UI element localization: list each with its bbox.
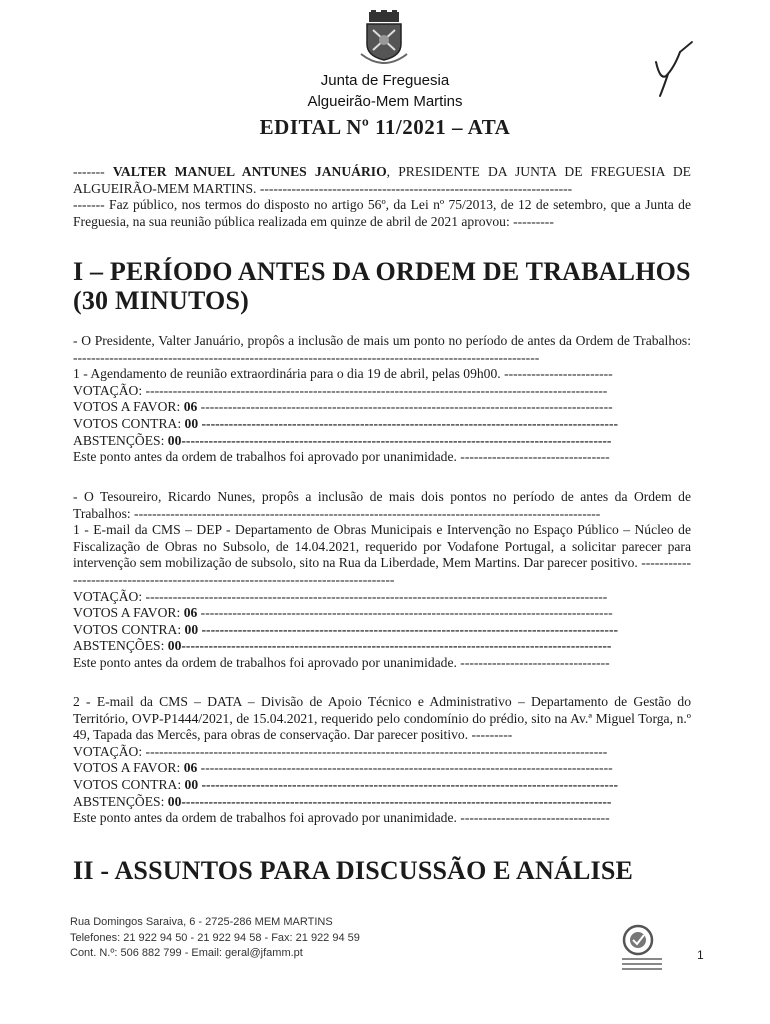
- section-1-heading: I – PERÍODO ANTES DA ORDEM DE TRABALHOS (30 MINUTOS): [73, 257, 691, 315]
- votos-favor-line: VOTOS A FAVOR: 06 -------------------------------------------------------------------------------------------: [73, 399, 613, 415]
- votacao-line: VOTAÇÃO: ------------------------------------------------------------------------------------------------------: [73, 588, 608, 604]
- proposal-block-2: [73, 489, 691, 672]
- proposal-block-1: [73, 333, 691, 466]
- footer-contact: [70, 915, 360, 962]
- votacao-line: VOTAÇÃO: ------------------------------------------------------------------------------------------------------: [73, 743, 608, 759]
- abstencoes-line: ABSTENÇÕES: 00-----------------------------------------------------------------------------------------------: [73, 638, 612, 654]
- org-name-line1: Junta de Freguesia: [320, 72, 450, 89]
- page-number: 1: [697, 948, 704, 962]
- footer-phones: Telefones: 21 922 94 50 - 21 922 94 58 - Fax: 21 922 94 59: [70, 931, 360, 944]
- org-name-line2: Algueirão-Mem Martins: [307, 93, 463, 110]
- proposal-intro: - O Presidente, Valter Januário, propôs a inclusão de mais um ponto no período de antes da Ordem de Trabalhos: -------------------------------------------------------------------------------------------------------: [73, 333, 691, 365]
- footer-contact-line: Cont. N.º: 506 882 799 - Email: geral@jfamm.pt: [70, 947, 303, 959]
- votos-favor-line: VOTOS A FAVOR: 06 -------------------------------------------------------------------------------------------: [73, 605, 613, 621]
- document-title: EDITAL Nº 11/2021 – ATA: [259, 115, 511, 139]
- section-2-heading: II - ASSUNTOS PARA DISCUSSÃO E ANÁLISE: [73, 856, 634, 885]
- sgs-certification-logo: [612, 918, 672, 978]
- coat-of-arms-logo: [355, 10, 413, 72]
- abstencoes-line: ABSTENÇÕES: 00-----------------------------------------------------------------------------------------------: [73, 793, 612, 809]
- proposal-intro: - O Tesoureiro, Ricardo Nunes, propôs a inclusão de mais dois pontos no período de antes da Ordem de Trabalhos: -------------------------------------------------------------------------------------------------------: [73, 489, 691, 521]
- proposal-item: 1 - Agendamento de reunião extraordinária para o dia 19 de abril, pelas 09h00. ------------------------: [73, 366, 613, 382]
- intro-paragraph-2: ------- Faz público, nos termos do disposto no artigo 56º, da Lei nº 75/2013, de 12 de setembro, que a Junta de Freguesia, na sua reunião pública realizada em quinze de abril de 2021 aprovou: ---------: [73, 197, 691, 229]
- votos-favor-line: VOTOS A FAVOR: 06 -------------------------------------------------------------------------------------------: [73, 760, 613, 776]
- result-line: Este ponto antes da ordem de trabalhos foi aprovado por unanimidade. ---------------------------------: [73, 654, 610, 670]
- votacao-line: VOTAÇÃO: ------------------------------------------------------------------------------------------------------: [73, 382, 608, 398]
- votos-contra-line: VOTOS CONTRA: 00 --------------------------------------------------------------------------------------------: [73, 621, 618, 637]
- intro-block: [73, 164, 691, 230]
- proposal-item: 1 - E-mail da CMS – DEP - Departamento de Obras Municipais e Intervenção no Espaço Público – Núcleo de Fiscalização de Obras no Subsolo, de 14.04.2021, requerido por Vodafone Portugal, a solicitar parecer para intervenção sem mobilização de subsolo, sito na Rua da Liberdade, Mem Martins. Dar parecer positivo. ----------------------------------------------------------------------------------: [73, 522, 691, 587]
- president-name: VALTER MANUEL ANTUNES JANUÁRIO: [112, 164, 387, 179]
- abstencoes-line: ABSTENÇÕES: 00-----------------------------------------------------------------------------------------------: [73, 432, 612, 448]
- proposal-item: 2 - E-mail da CMS – DATA – Divisão de Apoio Técnico e Administrativo – Departamento de Gestão do Território, OVP-P1444/2021, de 15.04.2021, requerido pelo condomínio do prédio, sito na Av.ª Miguel Torga, n.º 49, Tapada das Mercês, para obras de conservação. Dar parecer positivo. ---------: [73, 694, 691, 743]
- footer-address: Rua Domingos Saraiva, 6 - 2725-286 MEM MARTINS: [70, 916, 333, 928]
- handwritten-signature: [650, 40, 710, 100]
- result-line: Este ponto antes da ordem de trabalhos foi aprovado por unanimidade. ---------------------------------: [73, 810, 610, 826]
- intro-paragraph-1: ------- VALTER MANUEL ANTUNES JANUÁRIO, PRESIDENTE DA JUNTA DE FREGUESIA DE ALGUEIRÃO-MEM MARTINS. ---------------------------------------------------------------------: [73, 164, 691, 196]
- votos-contra-line: VOTOS CONTRA: 00 --------------------------------------------------------------------------------------------: [73, 776, 618, 792]
- result-line: Este ponto antes da ordem de trabalhos foi aprovado por unanimidade. ---------------------------------: [73, 449, 610, 465]
- votos-contra-line: VOTOS CONTRA: 00 --------------------------------------------------------------------------------------------: [73, 415, 618, 431]
- proposal-block-3: [73, 694, 691, 827]
